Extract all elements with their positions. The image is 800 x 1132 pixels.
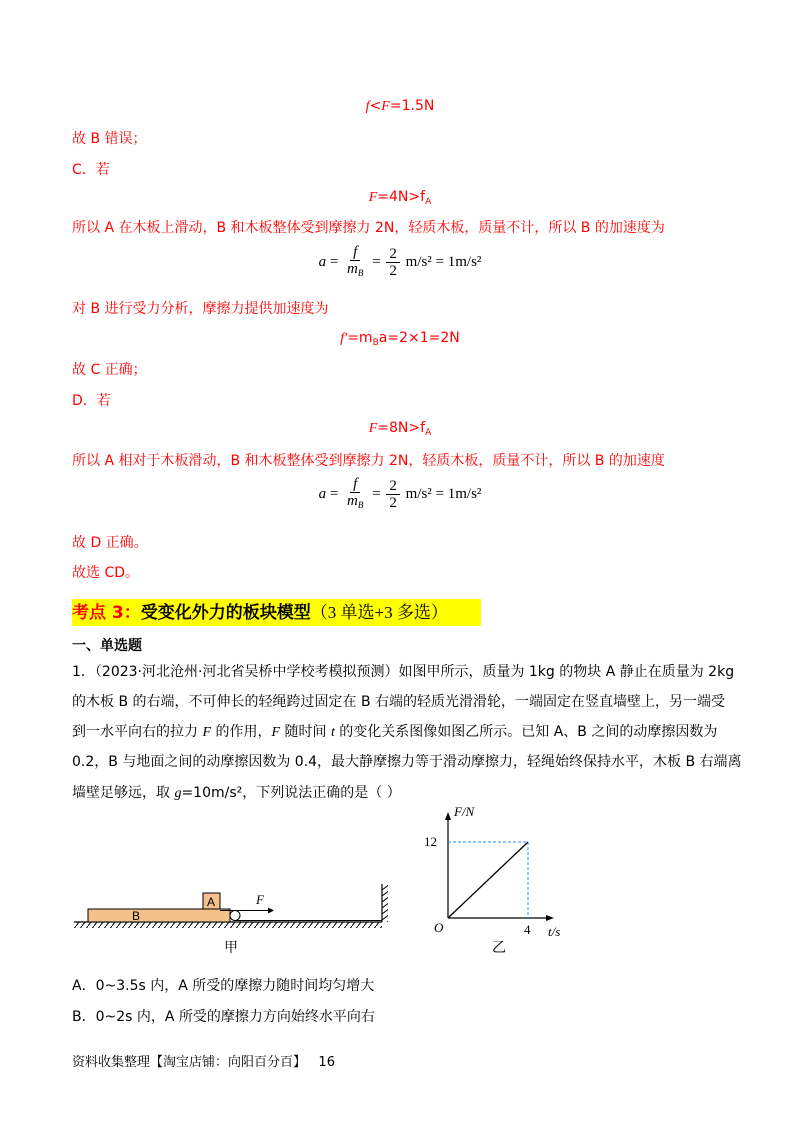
d-correct: 故 D 正确。 <box>72 535 148 551</box>
figure-a-caption: 甲 <box>224 940 238 956</box>
d-if: D．若 <box>72 393 111 409</box>
eq-f-lt-F: f<F=1.5N <box>365 98 435 114</box>
question-line-3: 到一水平向右的拉力 F 的作用，F 随时间 t 的变化关系图像如图乙所示。已知 A、B 之间的动摩擦因数为 <box>72 724 718 740</box>
series-line <box>448 842 528 918</box>
wall-hatch <box>382 884 388 922</box>
option-b: B．0~2s 内，A 所受的摩擦力方向始终水平向右 <box>72 1009 375 1025</box>
origin-label: O <box>434 920 444 935</box>
x-axis-label: t/s <box>548 924 561 939</box>
question-line-1: 1．（2023·河北沧州·河北省吴桥中学校考模拟预测）如图甲所示，质量为 1kg 的物块 A 静止在质量为 2kg <box>72 664 735 680</box>
c-correct: 故 C 正确； <box>72 362 147 378</box>
c-if: C．若 <box>72 162 110 178</box>
eq-d-force: $F=8N>f_A$ <box>368 420 432 438</box>
question-line-2: 的木板 B 的右端，不可伸长的轻绳跨过固定在 B 右端的轻质光滑滑轮，一端固定在竖直墙壁上，另一端受 <box>72 694 726 710</box>
figure-b-caption: 乙 <box>492 940 506 956</box>
figure-b-chart <box>420 806 570 956</box>
force-arrowhead <box>268 908 274 914</box>
y-tick-label: 12 <box>424 834 437 849</box>
board-b-label: B <box>132 909 141 923</box>
c-force-intro: 对 B 进行受力分析，摩擦力提供加速度为 <box>72 301 329 317</box>
eq-c-force: $F=4N>f_A$ <box>368 189 432 207</box>
pulley <box>230 911 240 921</box>
block-a-label: A <box>207 895 216 909</box>
final-answer: 故选 CD。 <box>72 565 140 581</box>
d-reason: 所以 A 相对于木板滑动，B 和木板整体受到摩擦力 2N，轻质木板，质量不计，所以 B 的加速度 <box>72 453 665 469</box>
force-label: F <box>256 892 264 907</box>
footer <box>72 1051 335 1070</box>
x-axis-arrow <box>546 915 554 921</box>
y-axis-arrow <box>445 812 451 820</box>
eq-friction: $f'=m_Ba=2\times 1=2N$ <box>340 330 460 348</box>
subsection-title: 一、单选题 <box>72 638 142 654</box>
x-tick-label: 4 <box>524 922 531 937</box>
question-line-5: 墙壁足够远，取 g=10m/s²，下列说法正确的是（ ） <box>72 785 401 801</box>
section-prefix: 考点 3： <box>72 603 141 623</box>
y-axis-label: F/N <box>454 806 475 819</box>
board-b <box>88 909 230 922</box>
c-reason: 所以 A 在木板上滑动，B 和木板整体受到摩擦力 2N，轻质木板，质量不计，所以 B 的加速度为 <box>72 220 665 236</box>
section-note: （3 单选+3 多选） <box>310 603 448 622</box>
footer-text: 资料收集整理【淘宝店铺：向阳百分百】 <box>72 1055 307 1070</box>
section-heading <box>72 599 481 626</box>
question-line-4: 0.2，B 与地面之间的动摩擦因数为 0.4，最大静摩擦力等于滑动摩擦力，轻绳始终保持水平，木板 B 右端离 <box>72 754 742 770</box>
page-number: 16 <box>318 1055 335 1070</box>
accel-equation-1: a = $\frac{f}{m_B}$ = $\frac{2}{2}$ m/s² = 1m/s² <box>318 244 482 279</box>
accel-equation-2: a = $\frac{f}{m_B}$ = $\frac{2}{2}$ m/s² = 1m/s² <box>318 476 482 511</box>
b-wrong: 故 B 错误； <box>72 131 147 147</box>
ground-hatch <box>74 922 382 928</box>
option-a: A．0~3.5s 内，A 所受的摩擦力随时间均匀增大 <box>72 978 375 994</box>
section-title: 受变化外力的板块模型 <box>140 603 311 623</box>
